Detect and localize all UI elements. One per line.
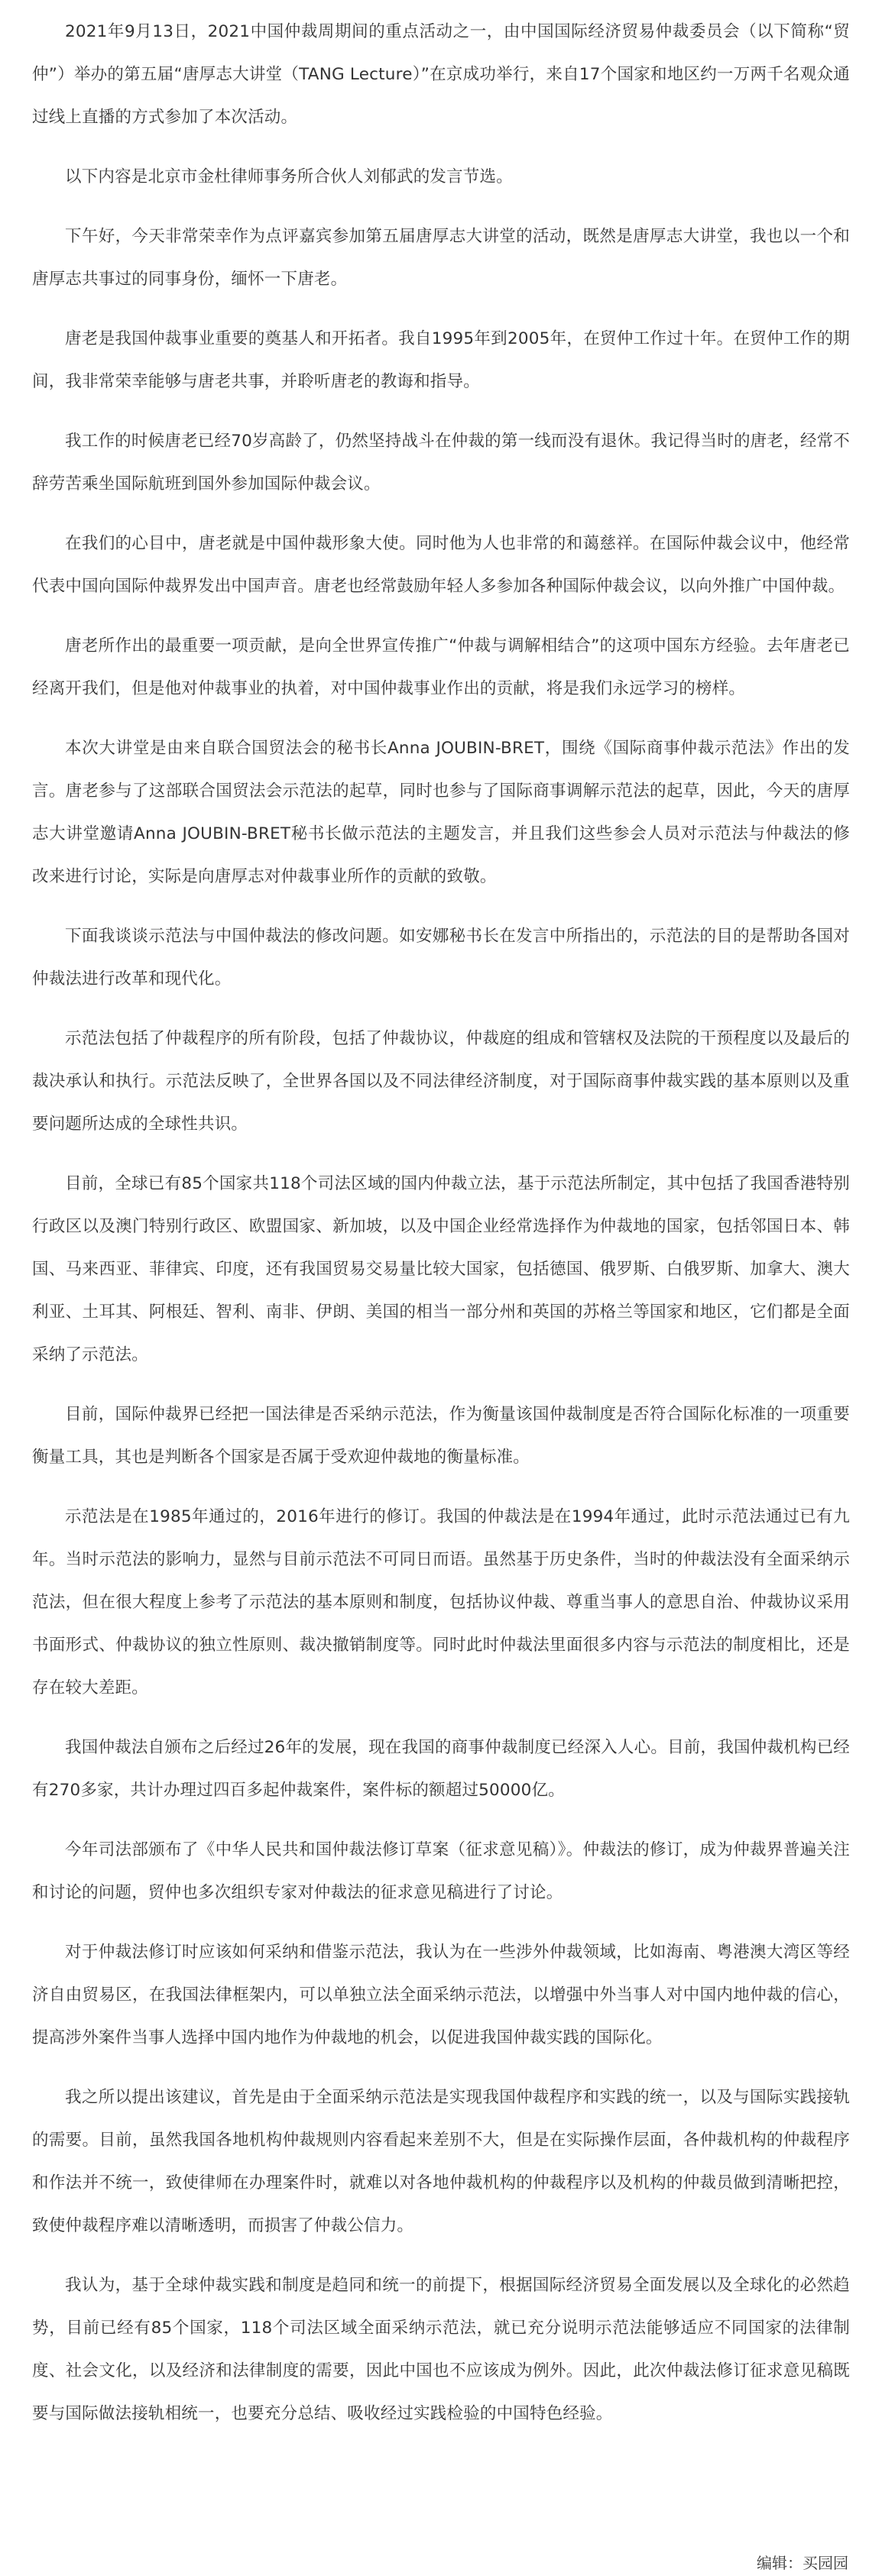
paragraph-list xyxy=(32,11,850,2435)
article-paragraph: 示范法是在1985年通过的，2016年进行的修订。我国的仲裁法是在1994年通过，此时示范法通过已有九年。当时示范法的影响力，显然与目前示范法不可同日而语。虽然基于历史条件，当时的仲裁法没有全面采纳示范法，但在很大程度上参考了示范法的基本原则和制度，包括协议仲裁、尊重当事人的意思自治、仲裁协议采用书面形式、仲裁协议的独立性原则、裁决撤销制度等。同时此时仲裁法里面很多内容与示范法的制度相比，还是存在较大差距。 xyxy=(32,1507,850,1697)
article-paragraph: 下面我谈谈示范法与中国仲裁法的修改问题。如安娜秘书长在发言中所指出的，示范法的目的是帮助各国对仲裁法进行改革和现代化。 xyxy=(32,927,850,989)
article-paragraph: 以下内容是北京市金杜律师事务所合伙人刘郁武的发言节选。 xyxy=(65,167,513,186)
article-paragraph: 2021年9月13日，2021中国仲裁周期间的重点活动之一，由中国国际经济贸易仲裁委员会（以下简称“贸仲”）举办的第五届“唐厚志大讲堂（TANG Lecture）”在京成功举行，来自17个国家和地区约一万两千名观众通过线上直播的方式参加了本次活动。 xyxy=(32,22,850,127)
article-paragraph: 我认为，基于全球仲裁实践和制度是趋同和统一的前提下，根据国际经济贸易全面发展以及全球化的必然趋势，目前已经有85个国家，118个司法区域全面采纳示范法，就已充分说明示范法能够适应不同国家的法律制度、社会文化，以及经济和法律制度的需要，因此中国也不应该成为例外。因此，此次仲裁法修订征求意见稿既要与国际做法接轨相统一，也要充分总结、吸收经过实践检验的中国特色经验。 xyxy=(32,2276,850,2423)
article-paragraph: 对于仲裁法修订时应该如何采纳和借鉴示范法，我认为在一些涉外仲裁领域，比如海南、粤港澳大湾区等经济自由贸易区，在我国法律框架内，可以单独立法全面采纳示范法，以增强中外当事人对中国内地仲裁的信心，提高涉外案件当事人选择中国内地作为仲裁地的机会，以促进我国仲裁实践的国际化。 xyxy=(32,1943,850,2047)
article-paragraph: 我国仲裁法自颁布之后经过26年的发展，现在我国的商事仲裁制度已经深入人心。目前，我国仲裁机构已经有270多家，共计办理过四百多起仲裁案件，案件标的额超过50000亿。 xyxy=(32,1738,850,1800)
article-paragraph: 唐老所作出的最重要一项贡献，是向全世界宣传推广“仲裁与调解相结合”的这项中国东方经验。去年唐老已经离开我们，但是他对仲裁事业的执着，对中国仲裁事业作出的贡献，将是我们永远学习的榜样。 xyxy=(32,636,850,698)
article-paragraph: 下午好，今天非常荣幸作为点评嘉宾参加第五届唐厚志大讲堂的活动，既然是唐厚志大讲堂，我也以一个和唐厚志共事过的同事身份，缅怀一下唐老。 xyxy=(32,227,850,289)
article-paragraph: 示范法包括了仲裁程序的所有阶段，包括了仲裁协议，仲裁庭的组成和管辖权及法院的干预程度以及最后的裁决承认和执行。示范法反映了，全世界各国以及不同法律经济制度，对于国际商事仲裁实践的基本原则以及重要问题所达成的全球性共识。 xyxy=(32,1029,850,1134)
article-paragraph: 目前，全球已有85个国家共118个司法区域的国内仲裁立法，基于示范法所制定，其中包括了我国香港特别行政区以及澳门特别行政区、欧盟国家、新加坡，以及中国企业经常选择作为仲裁地的国家，包括邻国日本、韩国、马来西亚、菲律宾、印度，还有我国贸易交易量比较大国家，包括德国、俄罗斯、白俄罗斯、加拿大、澳大利亚、土耳其、阿根廷、智利、南非、伊朗、美国的相当一部分州和英国的苏格兰等国家和地区，它们都是全面采纳了示范法。 xyxy=(32,1174,850,1364)
article-paragraph: 我之所以提出该建议，首先是由于全面采纳示范法是实现我国仲裁程序和实践的统一，以及与国际实践接轨的需要。目前，虽然我国各地机构仲裁规则内容看起来差别不大，但是在实际操作层面，各仲裁机构的仲裁程序和作法并不统一，致使律师在办理案件时，就难以对各地仲裁机构的仲裁程序以及机构的仲裁员做到清晰把控，致使仲裁程序难以清晰透明，而损害了仲裁公信力。 xyxy=(32,2088,850,2235)
editor-credit: 编辑：买园园 xyxy=(757,2554,848,2572)
article-paragraph: 今年司法部颁布了《中华人民共和国仲裁法修订草案（征求意见稿）》。仲裁法的修订，成为仲裁界普遍关注和讨论的问题，贸仲也多次组织专家对仲裁法的征求意见稿进行了讨论。 xyxy=(32,1840,850,1902)
article-paragraph: 本次大讲堂是由来自联合国贸法会的秘书长Anna JOUBIN-BRET，围绕《国际商事仲裁示范法》作出的发言。唐老参与了这部联合国贸法会示范法的起草，同时也参与了国际商事调解示范法的起草，因此，今天的唐厚志大讲堂邀请Anna JOUBIN-BRET秘书长做示范法的主题发言，并且我们这些参会人员对示范法与仲裁法的修改来进行讨论，实际是向唐厚志对仲裁事业所作的贡献的致敬。 xyxy=(32,739,850,886)
article-paragraph: 我工作的时候唐老已经70岁高龄了，仍然坚持战斗在仲裁的第一线而没有退休。我记得当时的唐老，经常不辞劳苦乘坐国际航班到国外参加国际仲裁会议。 xyxy=(32,432,850,494)
article-paragraph: 在我们的心目中，唐老就是中国仲裁形象大使。同时他为人也非常的和蔼慈祥。在国际仲裁会议中，他经常代表中国向国际仲裁界发出中国声音。唐老也经常鼓励年轻人多参加各种国际仲裁会议，以向外推广中国仲裁。 xyxy=(32,534,850,596)
article-paragraph: 唐老是我国仲裁事业重要的奠基人和开拓者。我自1995年到2005年，在贸仲工作过十年。在贸仲工作的期间，我非常荣幸能够与唐老共事，并聆听唐老的教诲和指导。 xyxy=(32,329,850,391)
article-paragraph: 目前，国际仲裁界已经把一国法律是否采纳示范法，作为衡量该国仲裁制度是否符合国际化标准的一项重要衡量工具，其也是判断各个国家是否属于受欢迎仲裁地的衡量标准。 xyxy=(32,1405,850,1467)
